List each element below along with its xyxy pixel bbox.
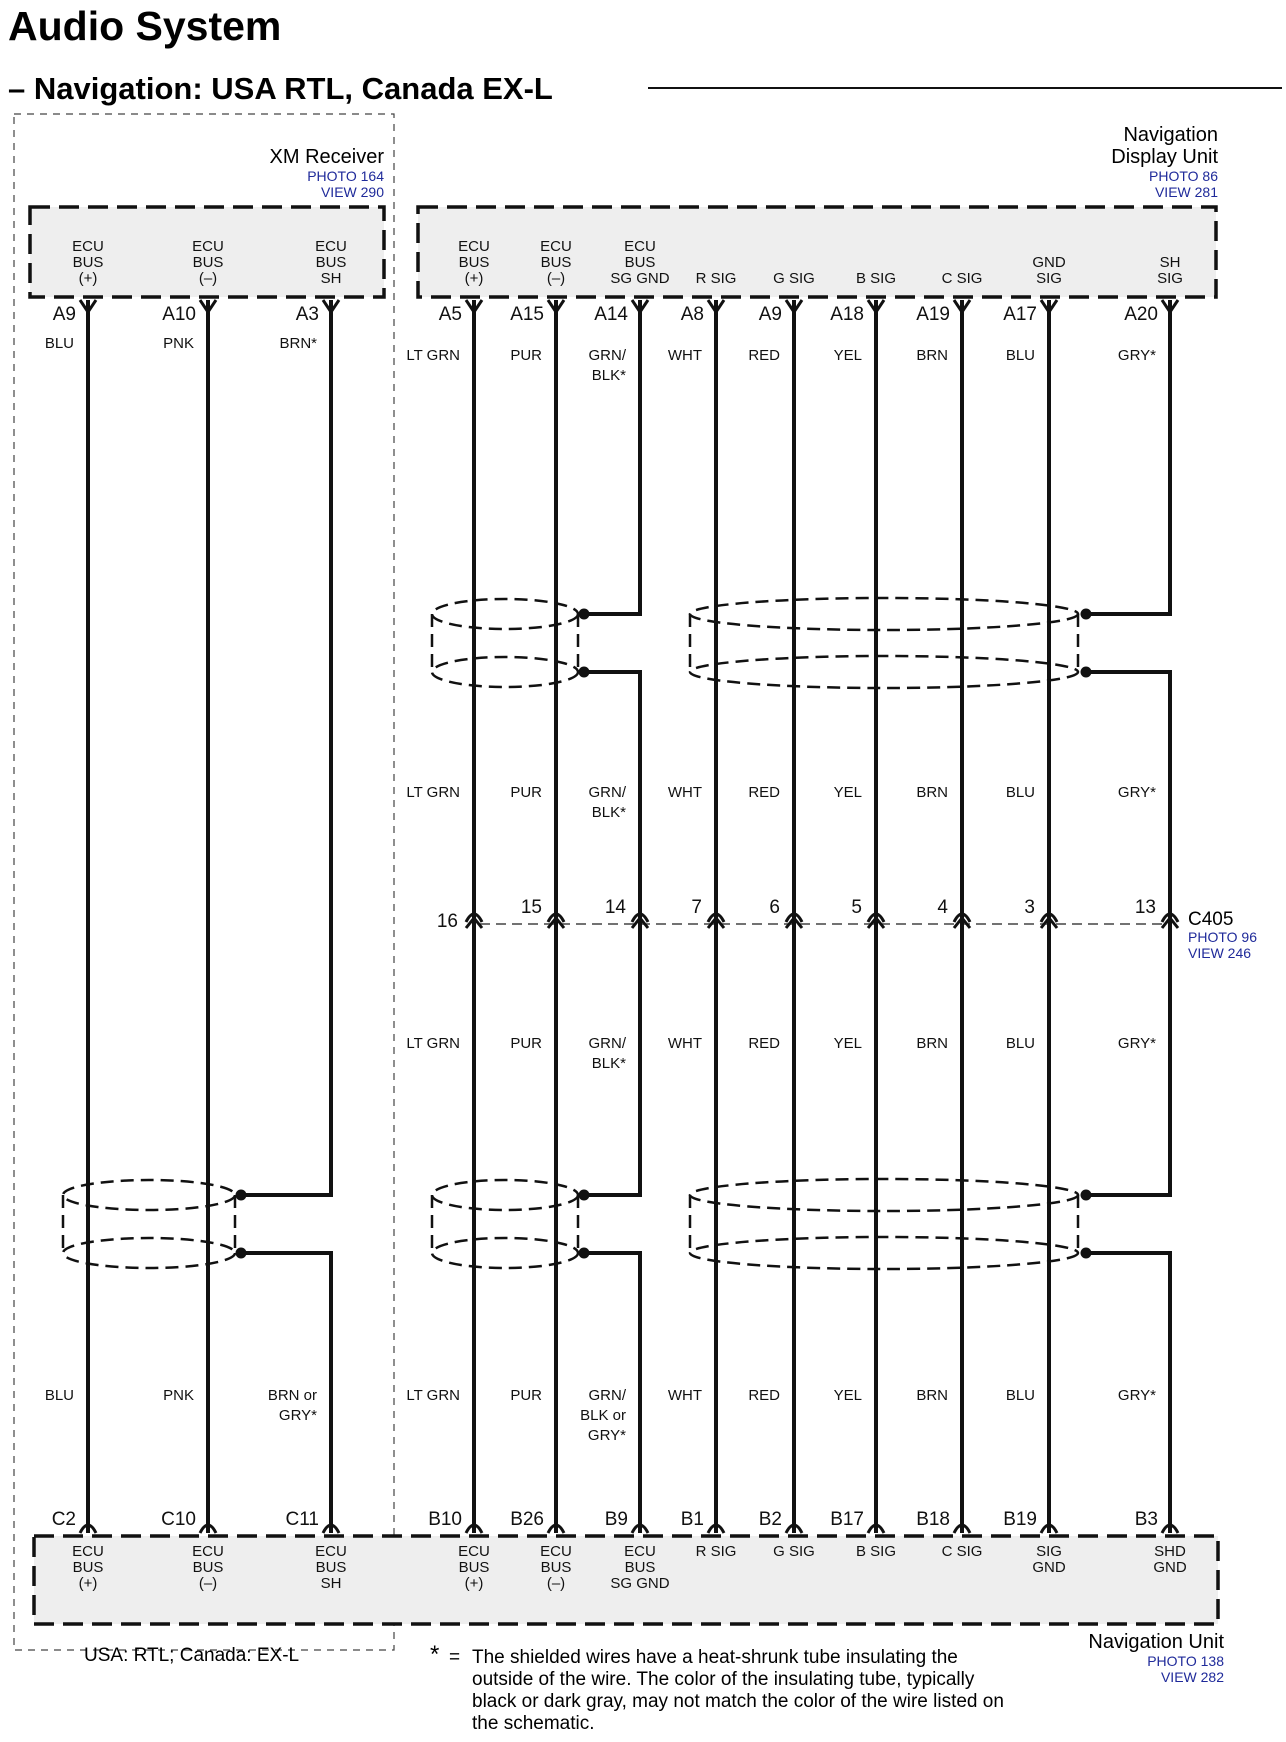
- pin-label-bottom-xm-bus-sh: BUS: [315, 1559, 347, 1576]
- footnote-line-1: The shielded wires have a heat-shrunk tube insulating the: [472, 1647, 958, 1668]
- pin-label-top-xm-bus-plus: BUS: [72, 254, 104, 271]
- pin-label-bottom-xm-bus-minus: BUS: [192, 1559, 224, 1576]
- xm-receiver-label: [270, 146, 385, 200]
- pin-number-bottom-xm-bus-sh: C11: [285, 1509, 319, 1530]
- pin-number-top-nav-bus-minus: A15: [510, 304, 544, 325]
- nav-display-photo-link[interactable]: PHOTO 86: [1149, 168, 1218, 184]
- wire-color-nav-bus-plus: LT GRN: [406, 347, 460, 364]
- wire-color-nav-r-sig: WHT: [667, 347, 702, 364]
- wire-color-nav-g-sig: RED: [748, 347, 780, 364]
- pin-label-top-xm-bus-sh: SH: [320, 270, 342, 287]
- pin-label-top-nav-r-sig: R SIG: [695, 270, 737, 287]
- wire-color-bottom-nav-g-sig: RED: [748, 1387, 780, 1404]
- wire-color-nav-bus-plus: LT GRN: [406, 1035, 460, 1052]
- shield-junction-dot: [1081, 1190, 1092, 1201]
- wire-color-xm-bus-minus: PNK: [163, 335, 194, 352]
- wire-layer: [45, 238, 1187, 1592]
- shield-junction-dot: [1081, 667, 1092, 678]
- pin-label-bottom-xm-bus-minus: ECU: [192, 1543, 224, 1560]
- wire-color-nav-g-sig: RED: [748, 784, 780, 801]
- wire-color-nav-b-sig: YEL: [833, 1035, 862, 1052]
- pin-number-bottom-nav-g-sig: B2: [758, 1509, 782, 1530]
- pin-label-bottom-nav-c-sig: C SIG: [941, 1543, 983, 1560]
- c405-pin-nav-sh-sig: 13: [1134, 897, 1156, 918]
- wire-color-nav-bus-sggnd: BLK*: [591, 804, 626, 821]
- pin-label-top-xm-bus-minus: BUS: [192, 254, 224, 271]
- wire-color-nav-g-sig: RED: [748, 1035, 780, 1052]
- wire-color-nav-bus-sggnd: BLK*: [591, 367, 626, 384]
- pin-label-top-xm-bus-plus: ECU: [72, 238, 104, 255]
- c405-pin-nav-r-sig: 7: [691, 897, 702, 918]
- wire-color-nav-bus-sggnd: GRN/: [588, 1035, 626, 1052]
- wire-color-bottom-nav-bus-plus: LT GRN: [406, 1387, 460, 1404]
- wire-segment-xm-bus-sh-upper: [241, 300, 331, 1195]
- pin-number-top-xm-bus-minus: A10: [162, 304, 196, 325]
- wire-color-nav-sh-sig: GRY*: [1117, 347, 1156, 364]
- shield-junction-dot: [579, 1248, 590, 1259]
- pin-number-bottom-xm-bus-plus: C2: [51, 1509, 76, 1530]
- wire-color-nav-bus-plus: LT GRN: [406, 784, 460, 801]
- pin-label-top-xm-bus-plus: (+): [78, 270, 98, 287]
- pin-label-top-nav-bus-minus: BUS: [540, 254, 572, 271]
- wire-color-bottom-xm-bus-sh: GRY*: [278, 1407, 317, 1424]
- pin-number-bottom-nav-bus-minus: B26: [510, 1509, 544, 1530]
- wire-color-nav-bus-minus: PUR: [510, 347, 542, 364]
- wire-color-nav-sh-sig: GRY*: [1117, 1035, 1156, 1052]
- footnote-line-3: black or dark gray, may not match the color of the wire listed on: [472, 1691, 1004, 1712]
- pin-label-bottom-nav-g-sig: G SIG: [773, 1543, 815, 1560]
- wire-color-bottom-xm-bus-minus: PNK: [163, 1387, 194, 1404]
- pin-number-top-nav-g-sig: A9: [758, 304, 782, 325]
- footnote-equals: =: [449, 1647, 461, 1668]
- nav-display-unit-label: [1111, 124, 1218, 200]
- nav-display-name-line1: Navigation: [1123, 124, 1218, 146]
- pin-label-bottom-xm-bus-sh: SH: [320, 1575, 342, 1592]
- wire-color-nav-b-sig: YEL: [833, 347, 862, 364]
- pin-label-top-nav-bus-plus: ECU: [458, 238, 490, 255]
- shield-junction-dot: [1081, 609, 1092, 620]
- shield-junction-dot: [579, 609, 590, 620]
- pin-number-bottom-nav-bus-sggnd: B9: [604, 1509, 628, 1530]
- pin-label-bottom-nav-sh-sig: GND: [1153, 1559, 1187, 1576]
- pin-number-top-nav-c-sig: A19: [916, 304, 950, 325]
- wire-color-nav-c-sig: BRN: [916, 784, 948, 801]
- pin-label-bottom-nav-bus-plus: (+): [464, 1575, 484, 1592]
- pin-label-top-nav-bus-sggnd: ECU: [624, 238, 656, 255]
- wire-color-bottom-nav-c-sig: BRN: [916, 1387, 948, 1404]
- pin-label-top-nav-bus-sggnd: BUS: [624, 254, 656, 271]
- xm-receiver-view-link[interactable]: VIEW 290: [320, 184, 384, 200]
- pin-label-top-nav-c-sig: C SIG: [941, 270, 983, 287]
- pin-label-top-xm-bus-sh: ECU: [315, 238, 347, 255]
- c405-connector-label: [1188, 909, 1257, 961]
- pin-label-top-nav-g-sig: G SIG: [773, 270, 815, 287]
- shield-junction-dot: [579, 1190, 590, 1201]
- pin-label-bottom-nav-bus-minus: ECU: [540, 1543, 572, 1560]
- pin-number-top-nav-bus-sggnd: A14: [594, 304, 628, 325]
- shield-junction-dot: [236, 1248, 247, 1259]
- wire-color-bottom-nav-gnd-sig: BLU: [1005, 1387, 1035, 1404]
- pin-number-bottom-nav-gnd-sig: B19: [1003, 1509, 1037, 1530]
- pin-label-top-nav-bus-plus: (+): [464, 270, 484, 287]
- pin-label-bottom-nav-gnd-sig: SIG: [1036, 1543, 1062, 1560]
- c405-pin-nav-bus-sggnd: 14: [604, 897, 626, 918]
- pin-label-top-nav-bus-plus: BUS: [458, 254, 490, 271]
- c405-photo-link[interactable]: PHOTO 96: [1188, 929, 1257, 945]
- shield-junction-dot: [1081, 1248, 1092, 1259]
- c405-view-link[interactable]: VIEW 246: [1188, 945, 1252, 961]
- footnote-line-2: outside of the wire. The color of the insulating tube, typically: [472, 1669, 975, 1690]
- xm-receiver-name: XM Receiver: [269, 146, 384, 168]
- pin-label-bottom-xm-bus-minus: (–): [198, 1575, 218, 1592]
- pin-number-top-xm-bus-plus: A9: [52, 304, 76, 325]
- pin-label-bottom-nav-bus-sggnd: ECU: [624, 1543, 656, 1560]
- wire-color-bottom-xm-bus-sh: BRN or: [267, 1387, 317, 1404]
- pin-label-bottom-xm-bus-plus: (+): [78, 1575, 98, 1592]
- pin-number-top-nav-r-sig: A8: [680, 304, 704, 325]
- wire-color-bottom-nav-r-sig: WHT: [667, 1387, 702, 1404]
- pin-label-bottom-nav-bus-sggnd: BUS: [624, 1559, 656, 1576]
- pin-label-bottom-nav-bus-plus: ECU: [458, 1543, 490, 1560]
- pin-label-bottom-xm-bus-plus: BUS: [72, 1559, 104, 1576]
- pin-number-bottom-nav-b-sig: B17: [830, 1509, 864, 1530]
- shield-tubes: [63, 598, 1078, 1269]
- wire-color-xm-bus-sh: BRN*: [279, 335, 317, 352]
- pin-label-top-nav-bus-sggnd: SG GND: [610, 270, 670, 287]
- wire-color-nav-bus-sggnd: GRN/: [588, 347, 626, 364]
- xm-receiver-photo-link[interactable]: PHOTO 164: [307, 168, 384, 184]
- nav-unit-view-link[interactable]: VIEW 282: [1160, 1669, 1224, 1685]
- nav-unit-name: Navigation Unit: [1088, 1631, 1224, 1653]
- wire-color-nav-bus-sggnd: BLK*: [591, 1055, 626, 1072]
- pin-number-top-nav-bus-plus: A5: [438, 304, 462, 325]
- wire-color-nav-sh-sig: GRY*: [1117, 784, 1156, 801]
- pin-label-bottom-xm-bus-plus: ECU: [72, 1543, 104, 1560]
- pin-label-bottom-nav-sh-sig: SHD: [1154, 1543, 1186, 1560]
- wire-segment-nav-bus-sggnd-b: [584, 672, 640, 1195]
- wire-color-bottom-nav-b-sig: YEL: [833, 1387, 862, 1404]
- pin-label-top-nav-b-sig: B SIG: [855, 270, 897, 287]
- shield-nav-video-upper: [690, 598, 1078, 688]
- c405-pin-nav-g-sig: 6: [769, 897, 780, 918]
- footnote-line-4: the schematic.: [472, 1713, 595, 1734]
- wire-color-nav-c-sig: BRN: [916, 347, 948, 364]
- footnote-asterisk: *: [430, 1641, 440, 1668]
- pin-label-bottom-nav-bus-minus: (–): [546, 1575, 566, 1592]
- wire-segment-nav-sh-sig-b: [1086, 672, 1170, 1195]
- pin-number-bottom-nav-c-sig: B18: [916, 1509, 950, 1530]
- wire-color-nav-bus-minus: PUR: [510, 1035, 542, 1052]
- shield-junction-dot: [579, 667, 590, 678]
- pin-number-top-nav-b-sig: A18: [830, 304, 864, 325]
- c405-pin-nav-bus-minus: 15: [520, 897, 542, 918]
- pin-label-bottom-nav-bus-minus: BUS: [540, 1559, 572, 1576]
- c405-pin-nav-gnd-sig: 3: [1024, 897, 1035, 918]
- pin-label-bottom-nav-bus-sggnd: SG GND: [610, 1575, 670, 1592]
- wire-color-bottom-nav-bus-sggnd: GRN/: [588, 1387, 626, 1404]
- nav-display-unit-box: [418, 207, 1216, 297]
- wire-color-nav-gnd-sig: BLU: [1005, 1035, 1035, 1052]
- pin-label-bottom-xm-bus-sh: ECU: [315, 1543, 347, 1560]
- page-title: Audio System: [8, 3, 282, 49]
- pin-label-top-nav-gnd-sig: GND: [1032, 254, 1066, 271]
- wire-color-nav-r-sig: WHT: [667, 1035, 702, 1052]
- pin-number-bottom-nav-r-sig: B1: [680, 1509, 704, 1530]
- pin-label-top-nav-bus-minus: (–): [546, 270, 566, 287]
- wire-color-nav-r-sig: WHT: [667, 784, 702, 801]
- wire-color-xm-bus-plus: BLU: [44, 335, 74, 352]
- wire-color-nav-bus-minus: PUR: [510, 784, 542, 801]
- nav-unit-label: [1088, 1631, 1224, 1685]
- pin-label-top-nav-sh-sig: SH: [1159, 254, 1181, 271]
- pin-number-bottom-nav-bus-plus: B10: [428, 1509, 462, 1530]
- pin-number-top-xm-bus-sh: A3: [295, 304, 319, 325]
- c405-pin-nav-b-sig: 5: [851, 897, 862, 918]
- pin-number-top-nav-sh-sig: A20: [1124, 304, 1158, 325]
- pin-label-bottom-nav-r-sig: R SIG: [695, 1543, 737, 1560]
- wire-color-nav-c-sig: BRN: [916, 1035, 948, 1052]
- c405-pin-nav-c-sig: 4: [937, 897, 948, 918]
- pin-number-top-nav-gnd-sig: A17: [1003, 304, 1037, 325]
- wire-color-bottom-nav-bus-sggnd: BLK or: [580, 1407, 626, 1424]
- c405-name: C405: [1188, 909, 1234, 930]
- nav-unit-photo-link[interactable]: PHOTO 138: [1147, 1653, 1224, 1669]
- variant-note: USA: RTL; Canada: EX-L: [84, 1645, 300, 1666]
- pin-label-top-nav-gnd-sig: SIG: [1036, 270, 1062, 287]
- wire-color-bottom-xm-bus-plus: BLU: [44, 1387, 74, 1404]
- page-subtitle: – Navigation: USA RTL, Canada EX-L: [8, 71, 553, 106]
- nav-display-view-link[interactable]: VIEW 281: [1154, 184, 1218, 200]
- pin-number-bottom-xm-bus-minus: C10: [161, 1509, 196, 1530]
- pin-label-bottom-nav-b-sig: B SIG: [855, 1543, 897, 1560]
- shield-nav-video-lower: [690, 1179, 1078, 1269]
- pin-label-bottom-nav-gnd-sig: GND: [1032, 1559, 1066, 1576]
- c405-pin-nav-bus-plus: 16: [436, 911, 458, 932]
- pin-label-top-nav-sh-sig: SIG: [1157, 270, 1183, 287]
- pin-label-top-xm-bus-sh: BUS: [315, 254, 347, 271]
- pin-label-top-xm-bus-minus: ECU: [192, 238, 224, 255]
- wire-color-bottom-nav-bus-sggnd: GRY*: [587, 1427, 626, 1444]
- wire-color-bottom-nav-bus-minus: PUR: [510, 1387, 542, 1404]
- wire-color-nav-gnd-sig: BLU: [1005, 784, 1035, 801]
- wire-color-nav-b-sig: YEL: [833, 784, 862, 801]
- pin-number-bottom-nav-sh-sig: B3: [1134, 1509, 1158, 1530]
- wire-color-nav-gnd-sig: BLU: [1005, 347, 1035, 364]
- pin-label-top-xm-bus-minus: (–): [198, 270, 218, 287]
- shield-junction-dot: [236, 1190, 247, 1201]
- pin-label-top-nav-bus-minus: ECU: [540, 238, 572, 255]
- pin-label-bottom-nav-bus-plus: BUS: [458, 1559, 490, 1576]
- nav-display-name-line2: Display Unit: [1111, 146, 1218, 168]
- wire-color-bottom-nav-sh-sig: GRY*: [1117, 1387, 1156, 1404]
- wire-color-nav-bus-sggnd: GRN/: [588, 784, 626, 801]
